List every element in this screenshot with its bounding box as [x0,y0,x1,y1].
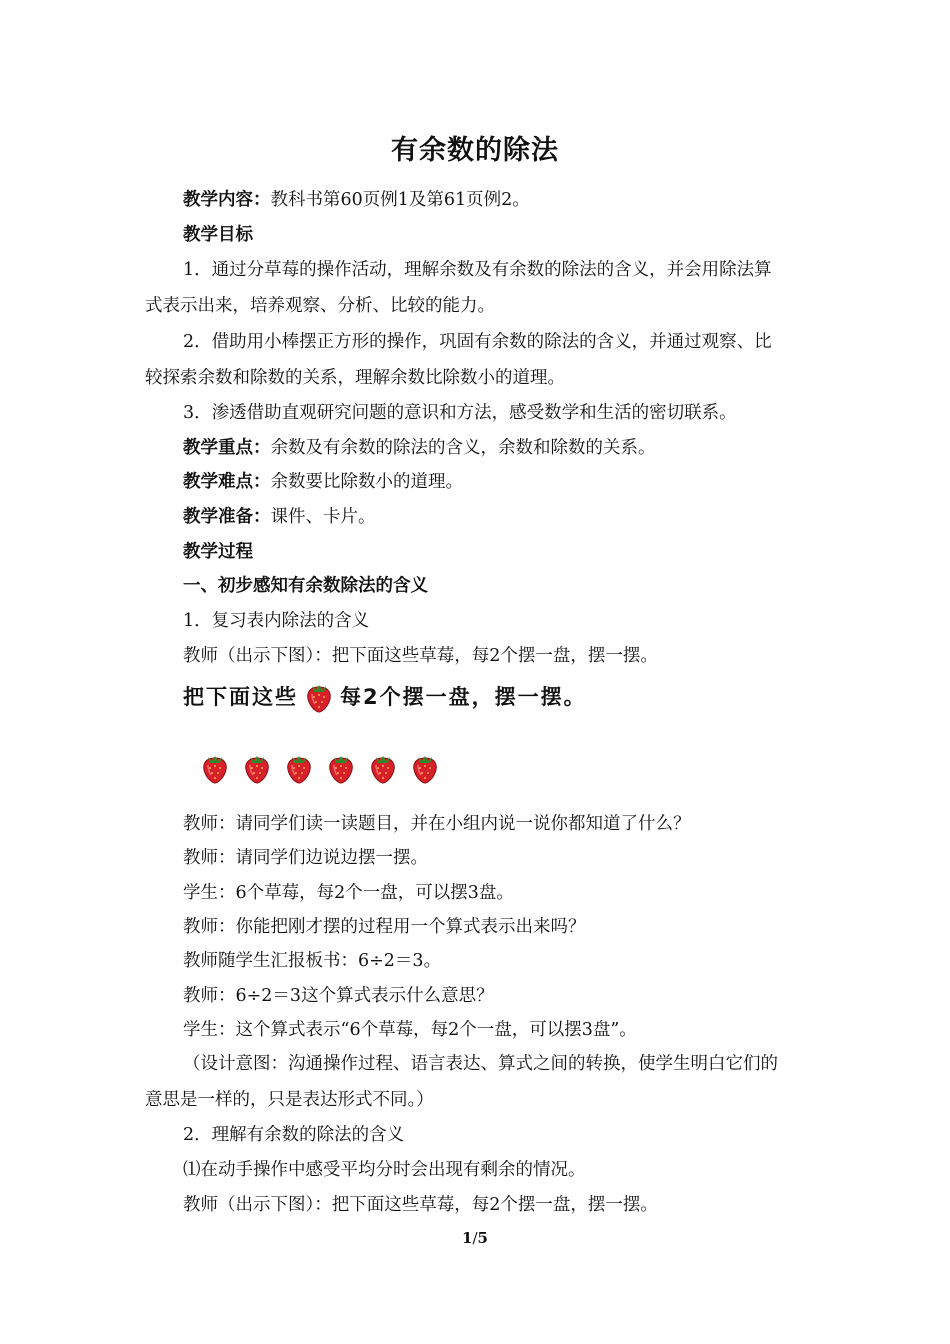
goals-heading: 教学目标 [183,225,253,245]
strawberry-row [200,750,440,784]
strawberry-task-banner [183,676,587,716]
teacher-show-2: 教师（出示下图）：把下面这些草莓，每2个摆一盘，摆一摆。 [183,1195,658,1215]
page-title: 有余数的除法 [391,135,559,166]
strawberry-icon [242,750,272,784]
difficulty-text: 余数要比除数小的道理。 [270,472,463,492]
banner-text-after: 每2个摆一盘，摆一摆。 [340,685,587,709]
goal-2-line-1: 2．借助用小棒摆正方形的操作，巩固有余数的除法的含义，并通过观察、比 [183,332,772,352]
goal-2-line-2: 较探索余数和除数的关系，理解余数比除数小的道理。 [145,368,565,388]
preparation [183,505,376,529]
strawberry-icon [326,750,356,784]
section-1-heading: 一、初步感知有余数除法的含义 [183,576,428,596]
goal-1-line-2: 式表示出来，培养观察、分析、比较的能力。 [145,296,495,316]
banner-text-before: 把下面这些 [183,685,298,709]
dialog-6: 教师：6÷2＝3这个算式表示什么意思？ [183,986,494,1006]
dialog-2: 教师：请同学们边说边摆一摆。 [183,848,428,868]
page-current: 1 [462,1229,473,1247]
page-number [0,1229,950,1247]
preparation-label: 教学准备： [183,507,271,527]
key-points-text: 余数及有余数的除法的含义，余数和除数的关系。 [270,438,656,458]
strawberry-icon [200,750,230,784]
strawberry-icon [368,750,398,784]
dialog-3: 学生：6个草莓，每2个一盘，可以摆3盘。 [183,883,514,903]
page-separator: / [472,1229,478,1247]
teacher-show-1: 教师（出示下图）：把下面这些草莓，每2个摆一盘，摆一摆。 [183,646,658,666]
section-1-item-1: 1．复习表内除法的含义 [183,611,370,631]
process-heading: 教学过程 [183,542,253,562]
section-1-item-2-sub: ⑴在动手操作中感受平均分时会出现有剩余的情况。 [183,1160,586,1180]
key-points [183,436,656,460]
dialog-4: 教师：你能把刚才摆的过程用一个算式表示出来吗？ [183,917,586,937]
strawberry-icon [410,750,440,784]
teaching-content-text: 教科书第60页例1及第61页例2。 [270,190,530,210]
strawberry-icon [284,750,314,784]
difficulty-label: 教学难点： [183,472,271,492]
key-points-label: 教学重点： [183,438,271,458]
section-1-item-2: 2．理解有余数的除法的含义 [183,1125,405,1145]
strawberry-icon [304,679,334,713]
dialog-1: 教师：请同学们读一读题目，并在小组内说一说你都知道了什么？ [183,814,691,834]
dialog-5: 教师随学生汇报板书：6÷2＝3。 [183,951,442,971]
design-intent-line-2: 意思是一样的，只是表达形式不同。） [145,1090,434,1110]
goal-1-line-1: 1．通过分草莓的操作活动，理解余数及有余数的除法的含义，并会用除法算 [183,260,772,280]
page-total: 5 [477,1229,488,1247]
design-intent-line-1: （设计意图：沟通操作过程、语言表达、算式之间的转换，使学生明白它们的 [183,1054,778,1074]
preparation-text: 课件、卡片。 [270,507,376,527]
teaching-content [183,188,530,212]
teaching-content-label: 教学内容： [183,190,271,210]
difficulty [183,470,463,494]
goal-3: 3．渗透借助直观研究问题的意识和方法，感受数学和生活的密切联系。 [183,403,737,423]
dialog-7: 学生：这个算式表示“6个草莓，每2个一盘，可以摆3盘”。 [183,1020,637,1040]
